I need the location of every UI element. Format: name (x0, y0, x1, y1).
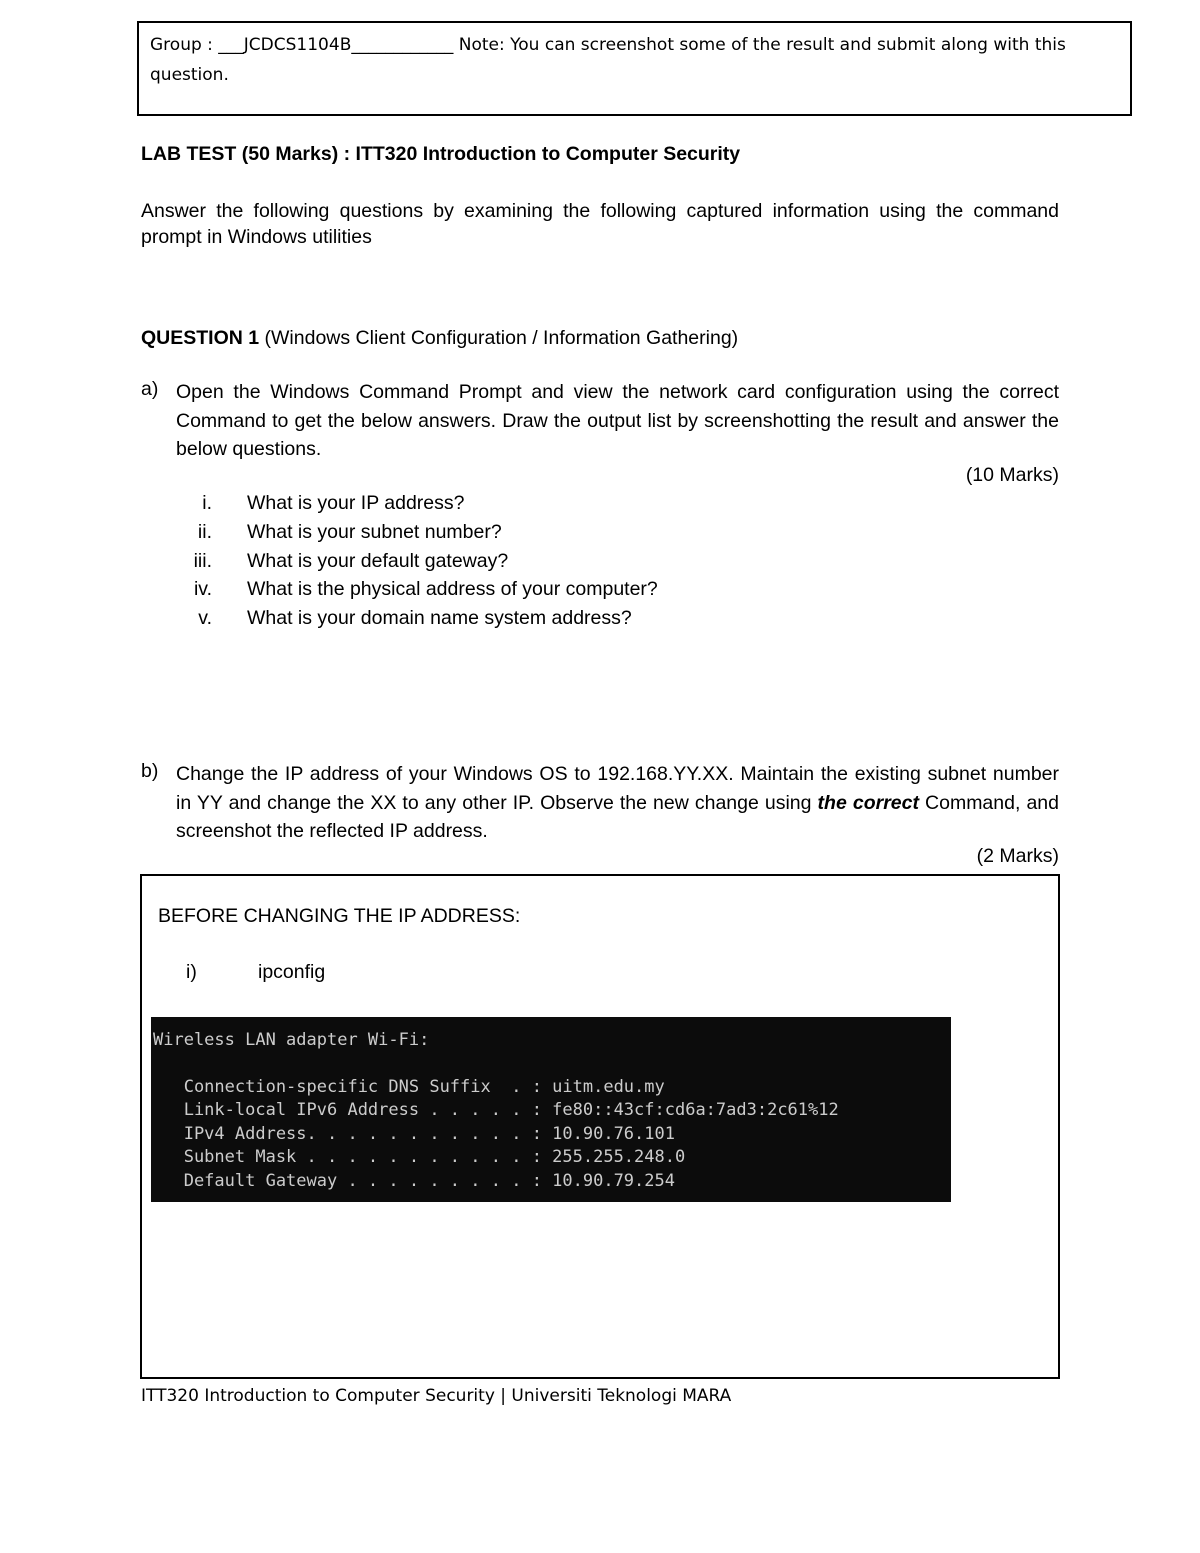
sub-question-number: iv. (193, 578, 212, 600)
page-footer: ITT320 Introduction to Computer Security | Universiti Teknologi MARA (141, 1386, 732, 1406)
part-b-text-end: Command, and screenshot the reflected IP address. (176, 791, 1059, 842)
part-b-text (176, 760, 1059, 846)
sub-question-text: What is your IP address? (247, 492, 465, 514)
answer-item-number: i) (186, 961, 197, 983)
part-a-label: a) (141, 378, 159, 400)
console-screenshot (151, 1017, 951, 1202)
console-line: Link-local IPv6 Address . . . . . : fe80::43cf:cd6a:7ad3:2c61%12 (153, 1100, 839, 1120)
intro-text: Answer the following questions by examining the following captured information using the command prompt in Windows utilities (141, 200, 1059, 248)
sub-question-number: v. (198, 607, 212, 629)
sub-question (0, 492, 1200, 521)
console-line: Connection-specific DNS Suffix . : uitm.edu.my (153, 1077, 665, 1097)
sub-question (0, 578, 1200, 607)
header-text (150, 30, 1125, 90)
question-1-heading (141, 327, 738, 350)
console-line: IPv4 Address. . . . . . . . . . . : 10.90.76.101 (153, 1124, 675, 1144)
before-change-label: BEFORE CHANGING THE IP ADDRESS: (158, 905, 521, 927)
sub-question-number: ii. (197, 521, 212, 543)
sub-question (0, 550, 1200, 579)
header-note: Note: You can screenshot some of the result and submit along with this question. (150, 35, 1066, 85)
sub-question-text: What is your default gateway? (247, 550, 509, 572)
part-b-emphasis: the correct (817, 791, 919, 814)
part-b-label: b) (141, 760, 159, 782)
part-a-text: Open the Windows Command Prompt and view the network card configuration using the correct Command to get the below answers. Draw the output list by screenshotting the result and answer the below questions. (176, 381, 1059, 460)
sub-question-text: What is your subnet number? (247, 521, 502, 543)
console-line: Subnet Mask . . . . . . . . . . . : 255.255.248.0 (153, 1147, 686, 1167)
sub-question (0, 521, 1200, 550)
part-a-marks: (10 Marks) (965, 464, 1059, 486)
question-1-topic: (Windows Client Configuration / Information Gathering) (259, 327, 739, 349)
console-line: Default Gateway . . . . . . . . . : 10.90.79.254 (153, 1171, 675, 1191)
group-label: Group : ___JCDCS1104B____________ (150, 35, 454, 55)
sub-question-text: What is the physical address of your computer? (247, 578, 658, 600)
lab-title: LAB TEST (50 Marks) : ITT320 Introduction to Computer Security (141, 143, 741, 165)
sub-question-number: iii. (193, 550, 212, 572)
sub-question-number: i. (202, 492, 212, 514)
console-line: Wireless LAN adapter Wi-Fi: (153, 1030, 430, 1050)
question-1-number: QUESTION 1 (141, 327, 260, 349)
sub-question-text: What is your domain name system address? (247, 607, 632, 629)
part-b-text-start: Change the IP address of your Windows OS to 192.168.YY.XX. Maintain the existing subnet number in YY and change the XX to any other IP. Observe the new change using (176, 763, 1059, 814)
answer-item-command: ipconfig (258, 961, 326, 983)
part-b-marks: (2 Marks) (976, 845, 1059, 867)
sub-question (0, 607, 1200, 636)
